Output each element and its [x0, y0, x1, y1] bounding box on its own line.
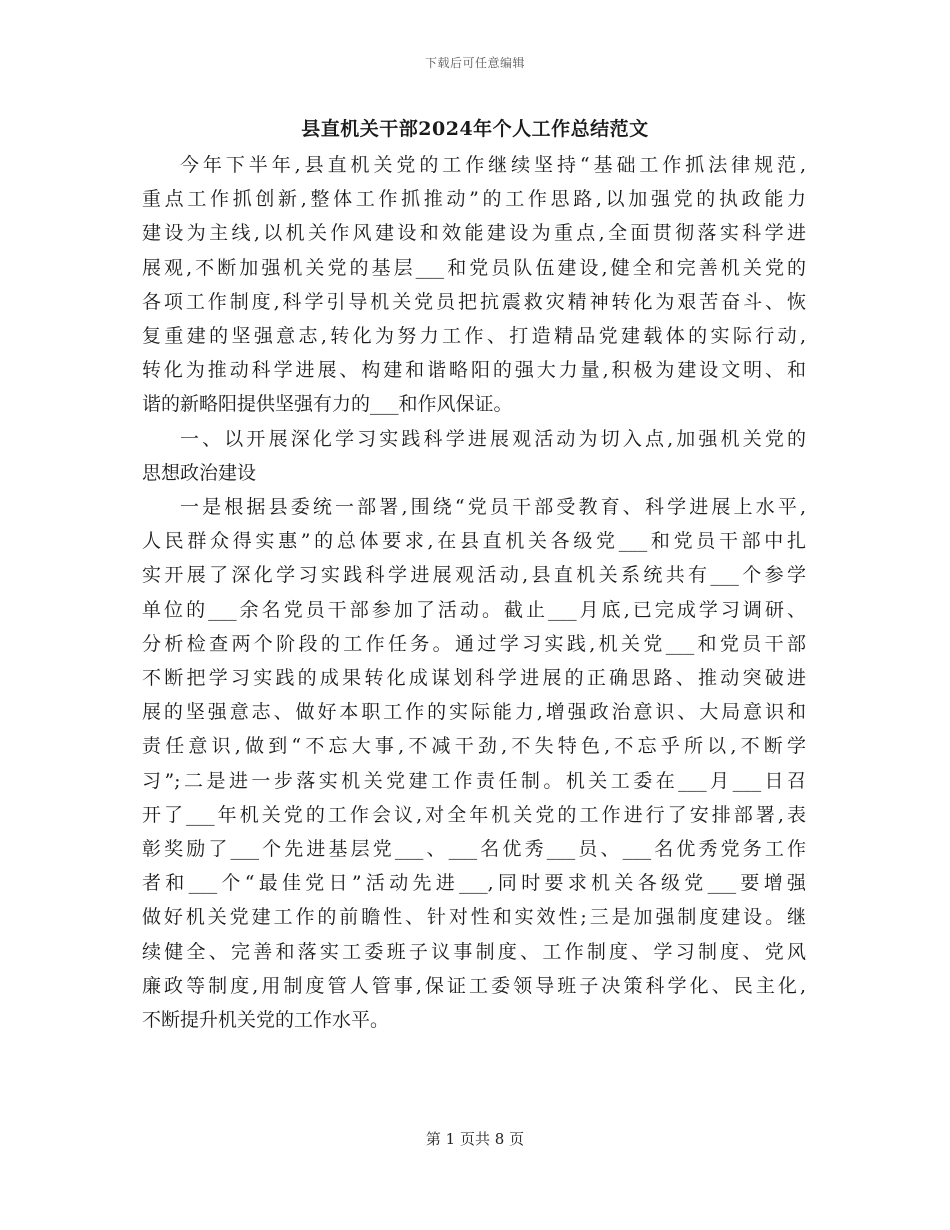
text-line: 廉政等制度,用制度管人管事,保证工委领导班子决策科学化、民主化, — [142, 974, 806, 997]
text-line: 展的坚强意志、做好本职工作的实际能力,增强政治意识、大局意识和 — [142, 701, 806, 724]
paragraph-intro — [142, 148, 806, 422]
text-line: 者和___个“最佳党日”活动先进___,同时要求机关各级党___要增强 — [142, 872, 806, 895]
text-line: 习”;二是进一步落实机关党建工作责任制。机关工委在___月___日召 — [142, 769, 806, 792]
text-line: 各项工作制度,科学引导机关党员把抗震救灾精神转化为艰苦奋斗、恢 — [142, 290, 806, 313]
header-note: 下载后可任意编辑 — [424, 56, 525, 70]
text-line: 重点工作抓创新,整体工作抓推动”的工作思路,以加强党的执政能力 — [142, 188, 806, 211]
page-number-footer: 第 1 页共 8 页 — [425, 1130, 525, 1148]
text-line: 转化为推动科学进展、构建和谐略阳的强大力量,积极为建设文明、和 — [142, 359, 806, 382]
text-line: 续健全、完善和落实工委班子议事制度、工作制度、学习制度、党风 — [142, 940, 806, 963]
text-line: 谐的新略阳提供坚强有力的___和作风保证。 — [142, 393, 513, 416]
text-line: 不断提升机关党的工作水平。 — [142, 1009, 390, 1032]
text-line: 复重建的坚强意志,转化为努力工作、打造精品党建载体的实际行动, — [142, 325, 806, 348]
text-line: 做好机关党建工作的前瞻性、针对性和实效性;三是加强制度建设。继 — [142, 906, 806, 929]
paragraph-section-1-body — [142, 490, 806, 1037]
text-line: 一、以开展深化学习实践科学进展观活动为切入点,加强机关党的 — [180, 427, 806, 450]
text-line: 展观,不断加强机关党的基层___和党员队伍建设,健全和完善机关党的 — [142, 256, 806, 279]
text-line: 一是根据县委统一部署,围绕“党员干部受教育、科学进展上水平, — [180, 496, 806, 519]
text-line: 单位的___余名党员干部参加了活动。截止___月底,已完成学习调研、 — [142, 598, 806, 621]
text-line: 建设为主线,以机关作风建设和效能建设为重点,全面贯彻落实科学进 — [142, 222, 806, 245]
text-line: 责任意识,做到“不忘大事,不减干劲,不失特色,不忘乎所以,不断学 — [142, 735, 806, 758]
text-line: 实开展了深化学习实践科学进展观活动,县直机关系统共有___个参学 — [142, 564, 806, 587]
text-line: 彰奖励了___个先进基层党___、___名优秀___员、___名优秀党务工作 — [142, 838, 806, 861]
text-line: 开了___年机关党的工作会议,对全年机关党的工作进行了安排部署,表 — [142, 803, 806, 826]
document-title: 县直机关干部2024年个人工作总结范文 — [301, 118, 649, 140]
text-line: 思想政治建设 — [142, 461, 257, 484]
text-line: 人民群众得实惠”的总体要求,在县直机关各级党___和党员干部中扎 — [142, 530, 806, 553]
text-line: 分析检查两个阶段的工作任务。通过学习实践,机关党___和党员干部 — [142, 632, 806, 655]
section-heading-1 — [142, 422, 806, 490]
text-line: 不断把学习实践的成果转化成谋划科学进展的正确思路、推动突破进 — [142, 667, 806, 690]
document-body — [142, 148, 806, 1037]
text-line: 今年下半年,县直机关党的工作继续坚持“基础工作抓法律规范, — [180, 154, 806, 176]
